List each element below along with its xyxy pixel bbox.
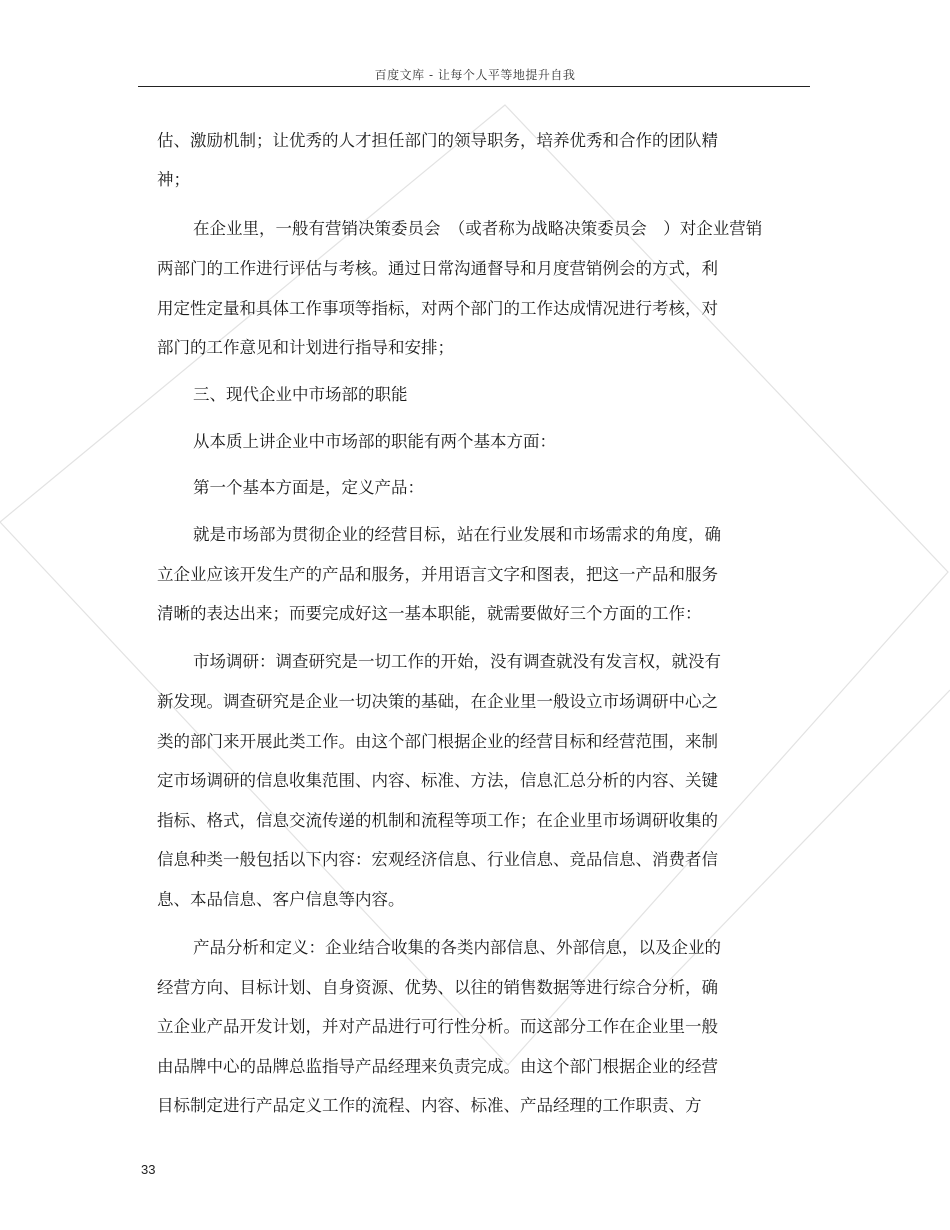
body-line: 定市场调研的信息收集范围、内容、标准、方法，信息汇总分析的内容、关键 <box>157 771 718 790</box>
body-line: 神； <box>157 170 190 189</box>
header-divider <box>138 86 810 87</box>
body-line: 类的部门来开展此类工作。由这个部门根据企业的经营目标和经营范围，来制 <box>157 732 718 751</box>
body-line: 立企业产品开发计划，并对产品进行可行性分析。而这部分工作在企业里一般 <box>157 1017 718 1036</box>
body-line: 部门的工作意见和计划进行指导和安排； <box>157 338 454 357</box>
page-header: 百度文库 - 让每个人平等地提升自我 <box>374 68 576 82</box>
body-line: 市场调研：调查研究是一切工作的开始，没有调查就没有发言权，就没有 <box>193 652 721 671</box>
body-line: 新发现。调查研究是企业一切决策的基础，在企业里一般设立市场调研中心之 <box>157 692 718 711</box>
body-line: 第一个基本方面是，定义产品： <box>193 478 424 497</box>
body-line: 经营方向、目标计划、自身资源、优势、以往的销售数据等进行综合分析，确 <box>157 978 718 997</box>
body-line: 目标制定进行产品定义工作的流程、内容、标准、产品经理的工作职责、方 <box>157 1096 702 1115</box>
body-line: 两部门的工作进行评估与考核。通过日常沟通督导和月度营销例会的方式，利 <box>157 259 718 278</box>
body-line: 在企业里，一般有营销决策委员会 （或者称为战略决策委员会 ）对企业营销 <box>193 219 763 238</box>
body-line: 就是市场部为贯彻企业的经营目标，站在行业发展和市场需求的角度，确 <box>193 525 721 544</box>
body-line: 用定性定量和具体工作事项等指标，对两个部门的工作达成情况进行考核，对 <box>157 299 718 318</box>
body-line: 估、激励机制；让优秀的人才担任部门的领导职务，培养优秀和合作的团队精 <box>157 131 718 150</box>
body-line: 息、本品信息、客户信息等内容。 <box>157 890 405 909</box>
body-line: 立企业应该开发生产的产品和服务，并用语言文字和图表，把这一产品和服务 <box>157 565 718 584</box>
body-line: 清晰的表达出来；而要完成好这一基本职能，就需要做好三个方面的工作： <box>157 604 702 623</box>
body-line: 从本质上讲企业中市场部的职能有两个基本方面： <box>193 432 556 451</box>
section-heading: 三、现代企业中市场部的职能 <box>193 385 408 404</box>
page-number: 33 <box>141 1162 156 1177</box>
body-line: 产品分析和定义：企业结合收集的各类内部信息、外部信息，以及企业的 <box>193 938 721 957</box>
body-line: 信息种类一般包括以下内容：宏观经济信息、行业信息、竞品信息、消费者信 <box>157 850 718 869</box>
body-line: 指标、格式，信息交流传递的机制和流程等项工作；在企业里市场调研收集的 <box>157 811 718 830</box>
body-line: 由品牌中心的品牌总监指导产品经理来负责完成。由这个部门根据企业的经营 <box>157 1057 718 1076</box>
